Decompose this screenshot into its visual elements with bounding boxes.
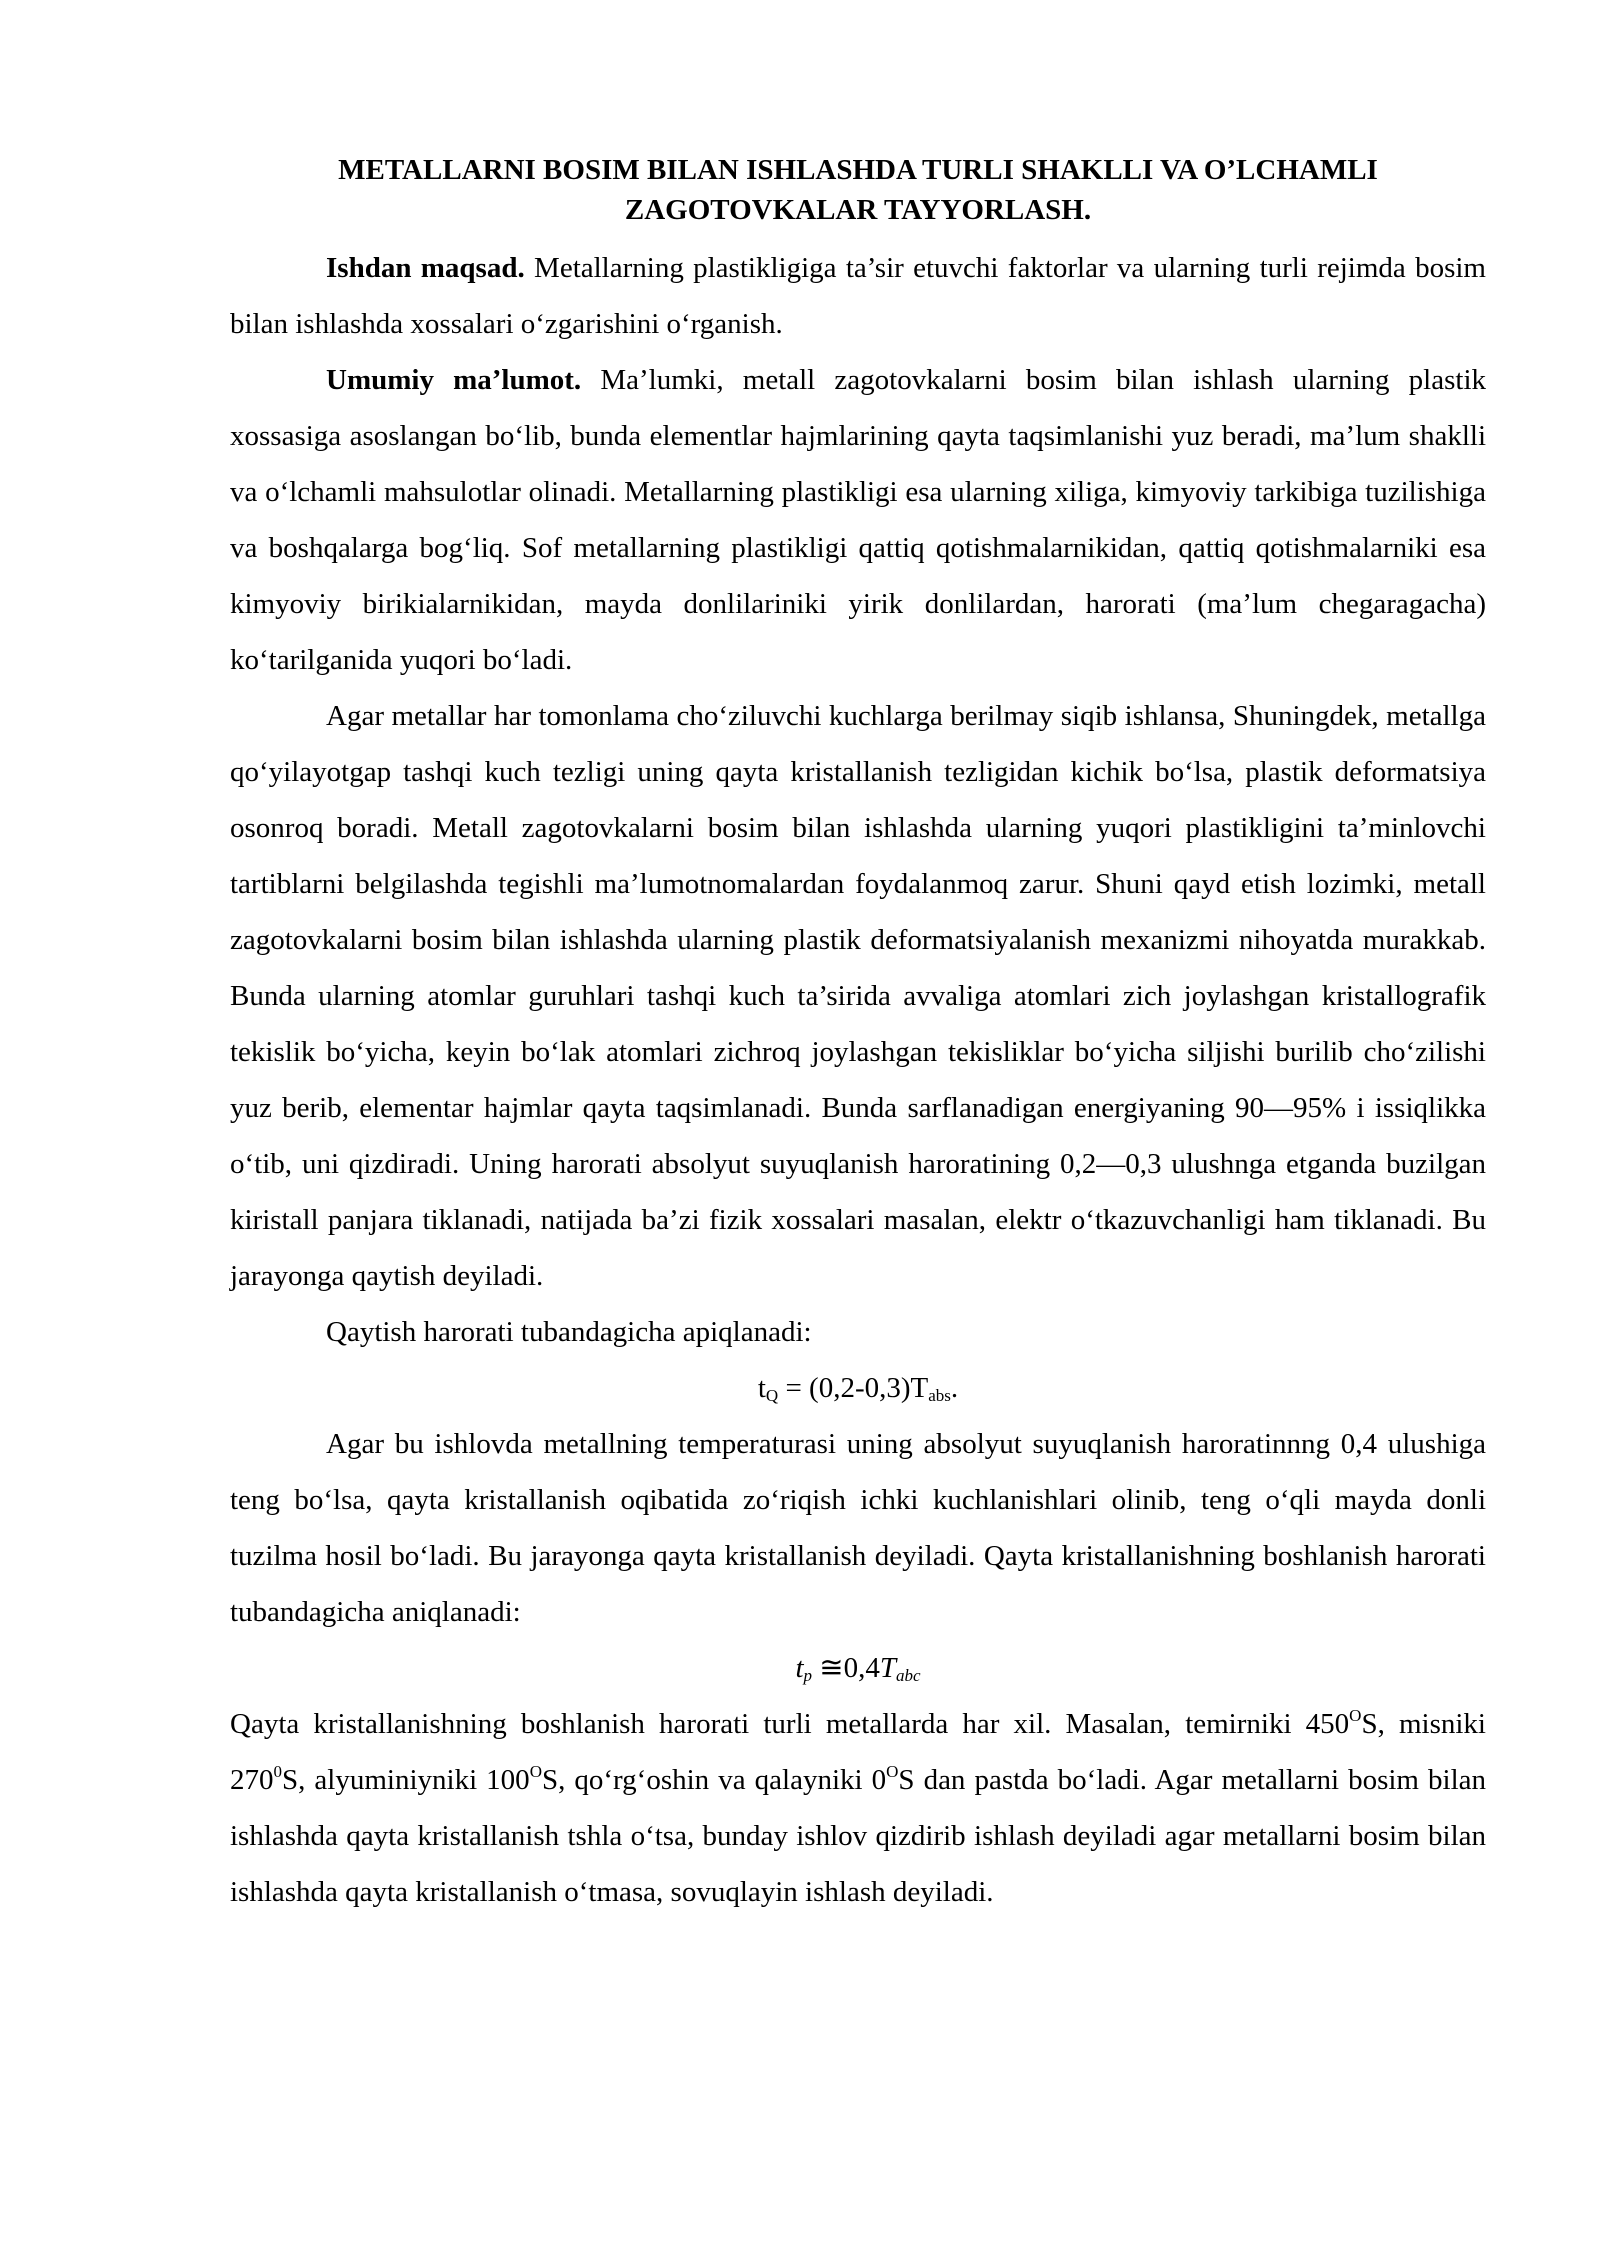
formula1-t: t <box>757 1372 766 1404</box>
formula2-rel: ≅0,4 <box>812 1652 880 1684</box>
recrystallization-formula <box>230 1640 1486 1696</box>
temperatures-text-e: S dan pastda bo‘ladi. Agar metallarni bosim bilan ishlashda qayta kristallanish tshla o‘tsa, bunday ishlov qizdirib ishlash deyiladi agar metallarni bosim bilan ishlashda qayta kristallanish o‘tmasa, sovuqlayin ishlash deyiladi. <box>230 1764 1486 1908</box>
degree-sup-b: 0 <box>273 1762 282 1781</box>
recovery-formula <box>230 1360 1486 1416</box>
formula1-t-sub: Q <box>765 1386 779 1405</box>
purpose-text: Metallarning plastikligiga ta’sir etuvchi faktorlar va ularning turli rejimda bosim bilan ishlashda xossalari o‘zgarishini o‘rganish. <box>230 252 1486 340</box>
degree-sup-a: O <box>1349 1706 1362 1725</box>
formula2-t-sub: p <box>803 1666 813 1685</box>
temperatures-paragraph <box>230 1696 1486 1920</box>
formula2-T-sub: abc <box>895 1666 921 1685</box>
document-page <box>230 150 1486 1920</box>
purpose-paragraph <box>230 240 1486 352</box>
degree-sup-c: O <box>529 1762 542 1781</box>
general-info-paragraph <box>230 352 1486 688</box>
formula2-T: T <box>879 1652 896 1684</box>
document-title <box>230 150 1486 230</box>
formula2-t: t <box>795 1652 804 1684</box>
purpose-label: Ishdan maqsad. <box>326 252 525 284</box>
title-line-2: ZAGOTOVKALAR TAYYORLASH. <box>624 194 1092 226</box>
general-info-text: Ma’lumki, metall zagotovkalarni bosim bilan ishlash ularning plastik xossasiga asoslangan bo‘lib, bunda elementlar hajmlarining qayta taqsimlanishi yuz beradi, ma’lum shaklli va o‘lchamli mahsulotlar olinadi. Metallarning plastikligi esa ularning xiliga, kimyoviy tarkibiga tuzilishiga va boshqalarga bog‘liq. Sof metallarning plastikligi qattiq qotishmalarnikidan, qattiq qotishmalarniki esa kimyoviy birikialarnikidan, mayda donlilariniki yirik donlilardan, harorati (ma’lum chegaragacha) ko‘tarilganida yuqori bo‘ladi. <box>230 364 1486 676</box>
title-line-1: METALLARNI BOSIM BILAN ISHLASHDA TURLI SHAKLLI VA O’LCHAMLI <box>338 154 1378 186</box>
temperatures-text-d: S, qo‘rg‘oshin va qalayniki 0 <box>541 1764 887 1796</box>
recovery-temperature-intro: Qaytish harorati tubandagicha apiqlanadi: <box>326 1316 812 1348</box>
formula1-T-sub: abs <box>928 1386 951 1405</box>
degree-sup-d: O <box>886 1762 899 1781</box>
recrystallization-paragraph: Agar bu ishlovda metallning temperaturasi uning absolyut suyuqlanish haroratinnng 0,4 ulushiga teng bo‘lsa, qayta kristallanish oqibatida zo‘riqish ichki kuchlanishlari olinib, teng o‘qli mayda donli tuzilma hosil bo‘ladi. Bu jarayonga qayta kristallanish deyiladi. Qayta kristallanishning boshlanish harorati tubandagicha aniqlanadi: <box>230 1428 1486 1628</box>
temperatures-text-b: S, misniki 270 <box>230 1708 1486 1796</box>
general-info-label: Umumiy ma’lumot. <box>326 364 582 396</box>
formula1-mid: = (0,2-0,3)T <box>778 1372 929 1404</box>
temperatures-text-c: S, alyuminiyniki 100 <box>282 1764 530 1796</box>
formula1-end: . <box>950 1372 959 1404</box>
deformation-paragraph: Agar metallar har tomonlama cho‘ziluvchi kuchlarga berilmay siqib ishlansa, Shuningdek, metallga qo‘yilayotgap tashqi kuch tezligi uning qayta kristallanish tezligidan kichik bo‘lsa, plastik deformatsiya osonroq boradi. Metall zagotovkalarni bosim bilan ishlashda ularning yuqori plastikligini ta’minlovchi tartiblarni belgilashda tegishli ma’lumotnomalardan foydalanmoq zarur. Shuni qayd etish lozimki, metall zagotovkalarni bosim bilan ishlashda ularning plastik deformatsiyalanish mexanizmi nihoyatda murakkab. Bunda ularning atomlar guruhlari tashqi kuch ta’sirida avvaliga atomlari zich joylashgan kristallografik tekislik bo‘yicha, keyin bo‘lak atomlari zichroq joylashgan tekisliklar bo‘yicha siljishi burilib cho‘zilishi yuz berib, elementar hajmlar qayta taqsimlanadi. Bunda sarflanadigan energiyaning 90—95% i issiqlikka o‘tib, uni qizdiradi. Uning harorati absolyut suyuqlanish haroratining 0,2—0,3 ulushnga etganda buzilgan kiristall panjara tiklanadi, natijada ba’zi fizik xossalari masalan, elektr o‘tkazuvchanligi ham tiklanadi. Bu jarayonga qaytish deyiladi. <box>230 700 1486 1292</box>
temperatures-text-a: Qayta kristallanishning boshlanish harorati turli metallarda har xil. Masalan, temirniki 450 <box>230 1708 1350 1740</box>
